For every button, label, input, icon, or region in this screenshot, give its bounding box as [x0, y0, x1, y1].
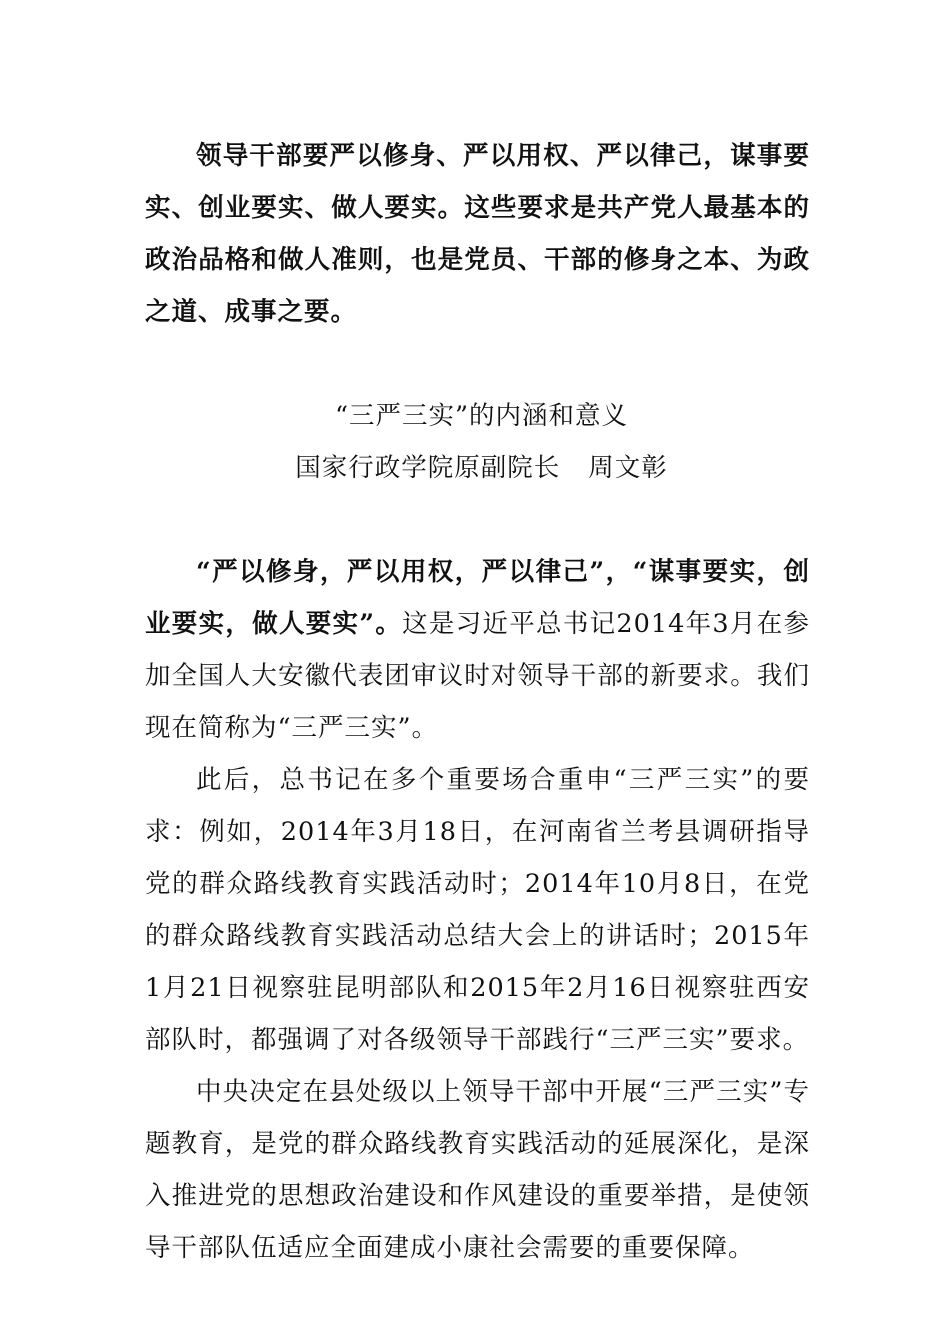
body-paragraph-2: 此后，总书记在多个重要场合重申“三严三实”的要求：例如，2014年3月18日，在河南省兰考县调研指导党的群众路线教育实践活动时；2014年10月8日，在党的群众路线教育实践活动总结大会上的讲话时；2015年1月21日视察驻昆明部队和2015年2月16日视察驻西安部队时，都强调了对各级领导干部践行“三严三实”要求。 [145, 765, 810, 1055]
document-page [145, 130, 810, 1274]
body-paragraph-3: 中央决定在县处级以上领导干部中开展“三严三实”专题教育，是党的群众路线教育实践活动的延展深化，是深入推进党的思想政治建设和作风建设的重要举措，是使领导干部队伍适应全面建成小康社会需要的重要保障。 [145, 1077, 810, 1263]
article-title: “三严三实”的内涵和意义 [334, 401, 629, 431]
author-position: 国家行政学院原副院长 [295, 453, 561, 483]
article-heading [149, 390, 814, 494]
quoted-requirements: “严以修身，严以用权，严以律己”，“谋事要实，创业要实，做人要实”。 [145, 557, 810, 639]
paragraph-1-text: 这是习近平总书记2014年3月在参加全国人大安徽代表团审议时对领导干部的新要求。我们现在简称为“三严三实”。 [145, 609, 811, 743]
body-paragraph-1 [145, 546, 810, 754]
article-byline [149, 442, 814, 494]
author-name: 周文彰 [588, 453, 668, 483]
intro-paragraph: 领导干部要严以修身、严以用权、严以律己，谋事要实、创业要实、做人要实。这些要求是共产党人最基本的政治品格和做人准则，也是党员、干部的修身之本、为政之道、成事之要。 [145, 141, 810, 327]
